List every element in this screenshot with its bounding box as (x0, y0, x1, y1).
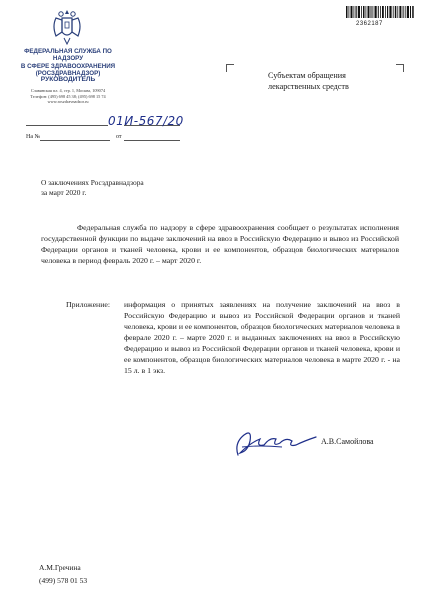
ot-label: от (116, 134, 122, 140)
contact-address: Славянская пл. 4, стр. 1, Москва, 109074 (30, 88, 106, 93)
emblem-icon (50, 6, 84, 46)
subject-line: О заключениях Росздравнадзора (41, 178, 144, 187)
addressee-line: Субъектам обращения (268, 71, 346, 80)
org-line: ФЕДЕРАЛЬНАЯ СЛУЖБА ПО НАДЗОРУ (24, 48, 112, 63)
reference-number: 01И-567/20 (108, 114, 184, 128)
ot-underline (124, 139, 180, 141)
executor-name: А.М.Гречина (39, 563, 81, 572)
na-underline (40, 139, 110, 141)
na-label: На № (26, 134, 41, 140)
corner-mark-left (226, 64, 234, 72)
subject-line: за март 2020 г. (41, 188, 87, 197)
contacts (20, 88, 116, 105)
org-line: В СФЕРЕ ЗДРАВООХРАНЕНИЯ (20, 62, 116, 70)
signer-name: А.В.Самойлова (321, 437, 374, 446)
contact-website: www.roszdravnadzor.ru (47, 99, 89, 105)
barcode-icon (346, 6, 414, 18)
addressee-line: лекарственных средств (268, 82, 349, 91)
org-line: (РОСЗДРАВНАДЗОР) (35, 70, 101, 78)
attachment-label: Приложение: (66, 300, 111, 309)
subject (41, 178, 241, 198)
signature-icon (230, 425, 320, 461)
body-paragraph: Федеральная служба по надзору в сфере здравоохранения сообщает о результатах исполнения государственной функции по выдаче заключений на ввоз в Российскую Федерацию и вывоз из Российской Федерации органов и тканей человека, крови и ее компонентов, образцов биологических материалов человека в период февраль 2020 г. – март 2020 г. (41, 223, 399, 265)
date-underline (26, 124, 108, 126)
executor-phone: (499) 578 01 53 (39, 576, 88, 585)
addressee (268, 70, 418, 92)
role-title: РУКОВОДИТЕЛЬ (40, 76, 96, 83)
contact-phone: Телефон: (495) 698 45 38; (495) 698 15 74 (30, 93, 106, 99)
attachment-text: информация о принятых заявлениях на получение заключений на ввоз в Российскую Федерацию и вывоз из Российской Федерации органов и тканей человека, крови и ее компонентов, образцов биологических материалов человека в феврале 2020 г. – марте 2020 г. и выданных заключениях на ввоз в Российскую Федерацию и вывоз из Российской Федерации органов и тканей человека, крови и ее компонентов, образцов биологических материалов человека в марте 2020 г. - на 15 л. в 1 экз. (124, 300, 400, 375)
barcode-number: 2362187 (356, 21, 383, 27)
org-name (20, 48, 116, 78)
